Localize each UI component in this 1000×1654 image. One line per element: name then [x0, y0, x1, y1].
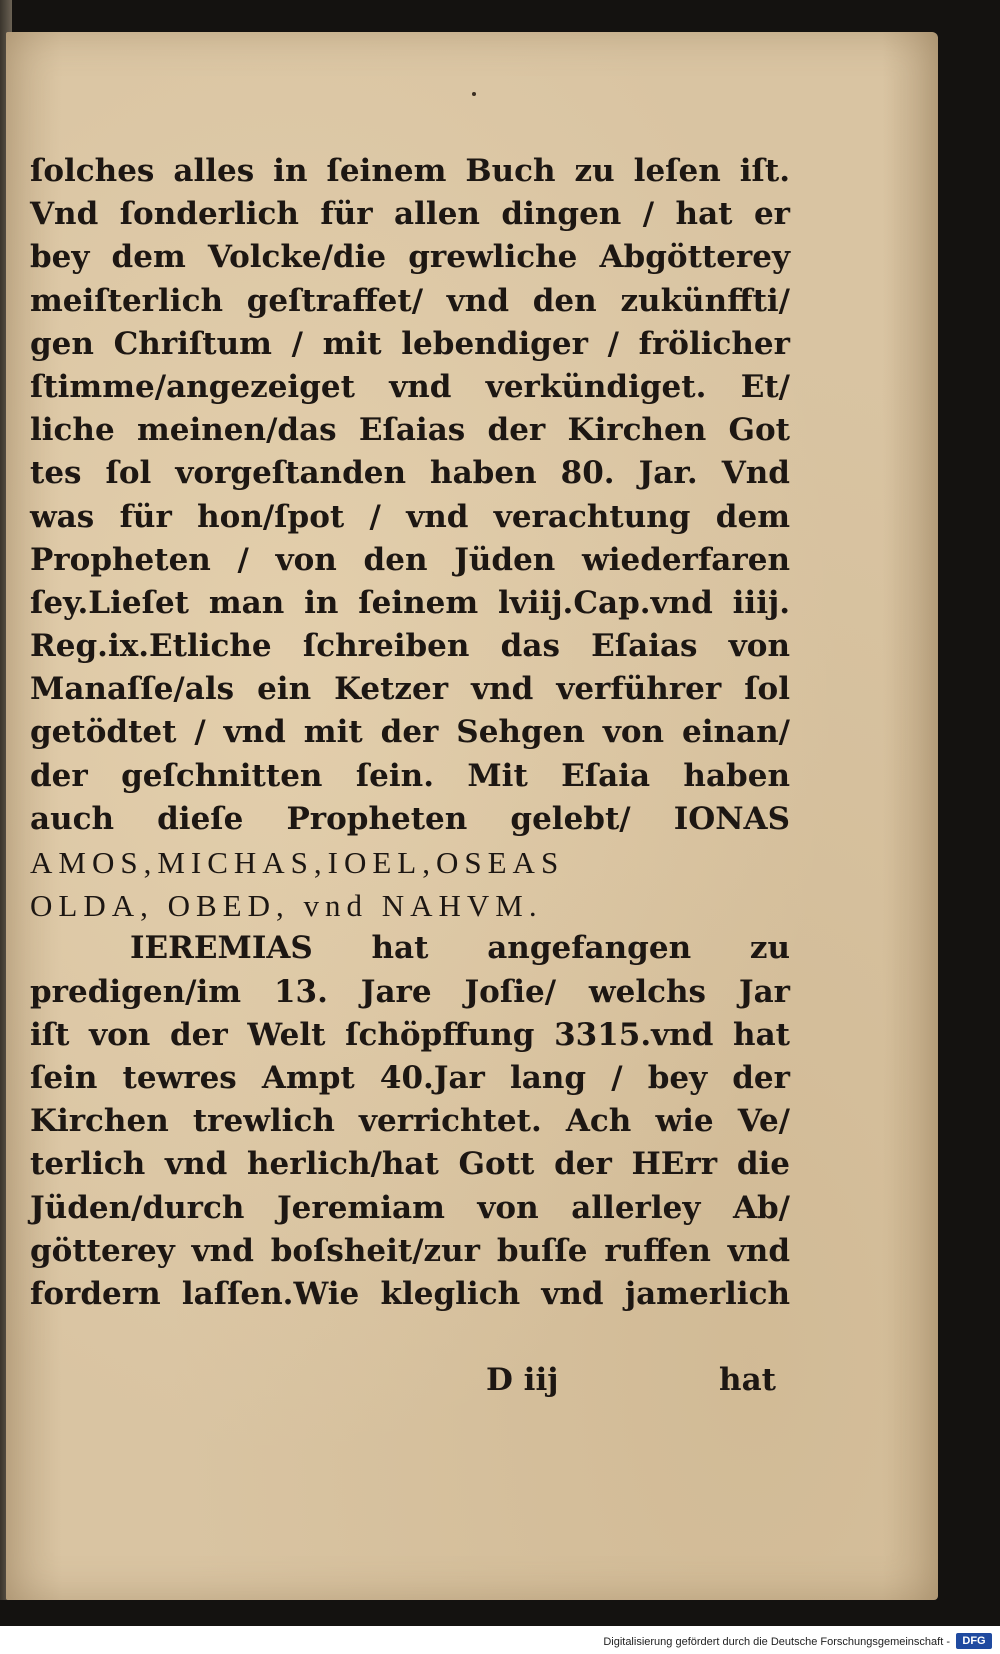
text-line: getödtet / vnd mit der Sehgen von einan/ [30, 714, 790, 751]
text-line: predigen/im 13. Jare Joſie/ welchs Jar [30, 973, 790, 1010]
text-line: gen Chriſtum / mit lebendiger / frölicher [30, 325, 790, 362]
text-line: liche meinen/das Eſaias der Kirchen Got [30, 412, 790, 449]
text-line: was für hon/ſpot / vnd verachtung dem [30, 498, 790, 535]
text-line: Manaſſe/als ein Ketzer vnd verführer ſol [30, 671, 790, 708]
footer-credit: Digitalisierung gefördert durch die Deutsche Forschungsgemeinschaft - [603, 1636, 950, 1648]
text-line: meiſterlich geſtraffet/ vnd den zukünffti/ [30, 282, 790, 319]
footer-bar [0, 1626, 1000, 1654]
text-line-names: OLDA, OBED, vnd NAHVM. [30, 888, 543, 924]
signature-mark: D iij [486, 1362, 559, 1398]
text-line: ſtimme/angezeiget vnd verkündiget. Et/ [30, 368, 790, 405]
text-line: auch dieſe Propheten gelebt/ IONAS [30, 800, 790, 837]
text-line: ſolches alles in ſeinem Buch zu leſen iſt. [30, 153, 790, 189]
text-line: Kirchen trewlich verrichtet. Ach wie Ve/ [30, 1103, 790, 1140]
text-line: Reg.ix.Etliche ſchreiben das Eſaias von [30, 628, 790, 665]
text-line: Jüden/durch Jeremiam von allerley Ab/ [30, 1189, 790, 1226]
catchword: hat [719, 1362, 776, 1398]
dfg-logo: DFG [956, 1633, 992, 1649]
text-line: terlich vnd herlich/hat Gott der HErr die [30, 1146, 790, 1183]
text-line: götterey vnd boſsheit/zur buſſe ruffen vnd [30, 1232, 790, 1269]
text-line: tes ſol vorgeſtanden haben 80. Jar. Vnd [30, 455, 790, 492]
text-line-paragraph-start: IEREMIAS hat angefangen zu [130, 930, 790, 967]
text-line: Vnd ſonderlich für allen dingen / hat er [30, 196, 790, 233]
text-line: fordern laſſen.Wie kleglich vnd jamerlich [30, 1275, 790, 1312]
page-text [30, 150, 790, 1316]
text-line: bey dem Volcke/die grewliche Abgötterey [30, 239, 790, 276]
text-line: Propheten / von den Jüden wiederfaren [30, 541, 790, 578]
text-line: der geſchnitten ſein. Mit Eſaia haben [30, 757, 790, 794]
book-page [6, 32, 938, 1600]
text-line-names: AMOS,MICHAS,IOEL,OSEAS [30, 845, 565, 880]
ink-speck [472, 92, 476, 96]
text-line: ſein tewres Ampt 40.Jar lang / bey der [30, 1059, 790, 1096]
text-line: iſt von der Welt ſchöpffung 3315.vnd hat [30, 1016, 790, 1053]
text-line: ſey.Lieſet man in ſeinem lviij.Cap.vnd iiij. [30, 584, 790, 621]
